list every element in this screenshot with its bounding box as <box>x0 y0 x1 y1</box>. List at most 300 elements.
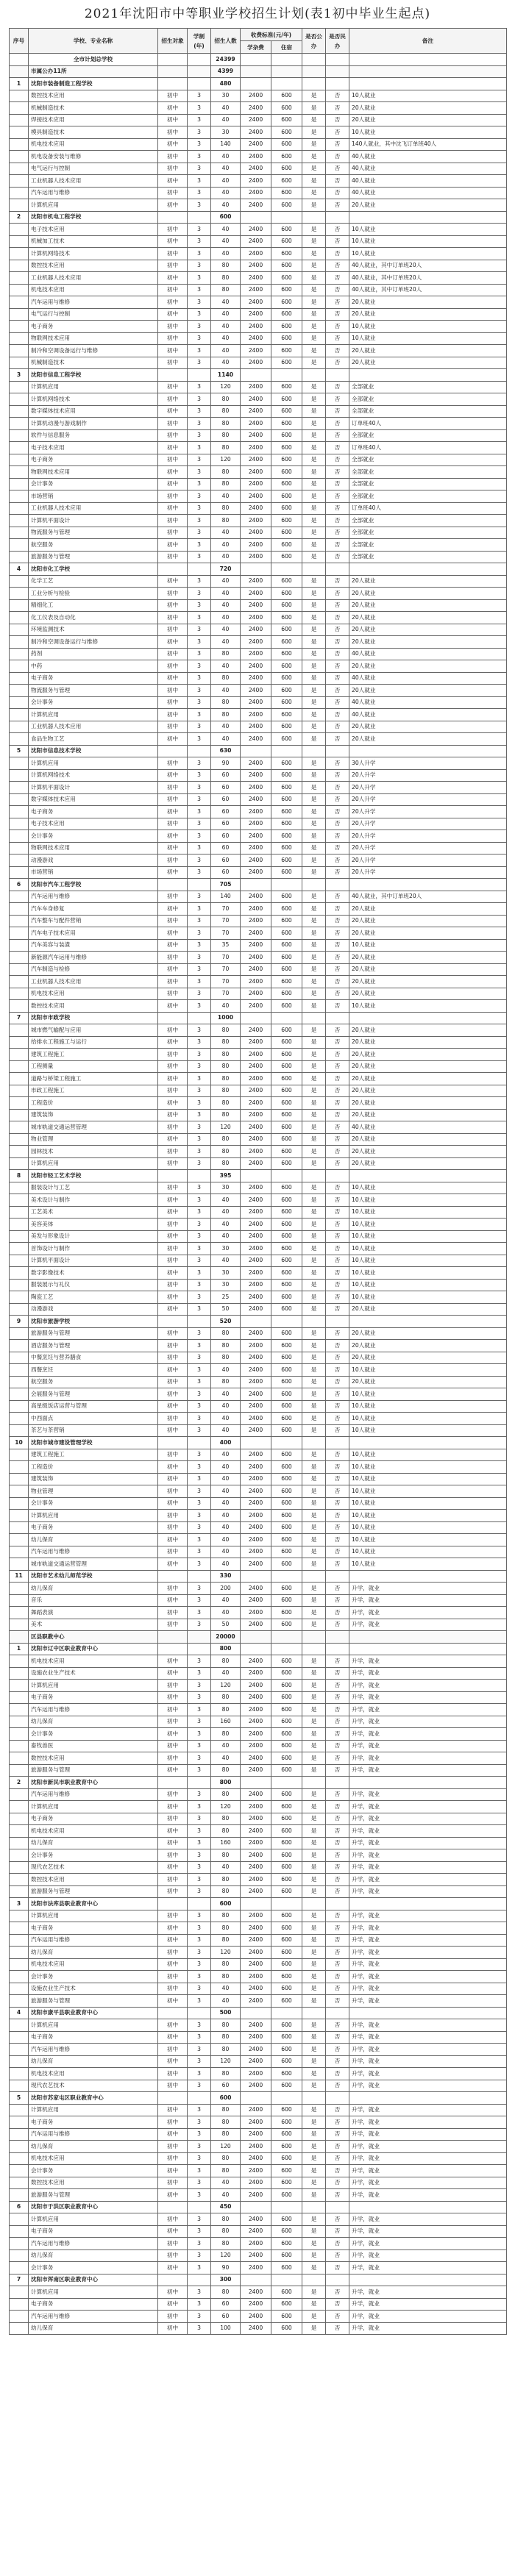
cell-private: 否 <box>326 842 349 854</box>
cell-public: 是 <box>302 1157 326 1170</box>
cell-public: 是 <box>302 599 326 612</box>
cell-lodging: 600 <box>271 332 302 345</box>
cell-no <box>10 151 29 163</box>
table-row <box>10 2104 507 2116</box>
cell-remark: 升学，就业 <box>349 2044 507 2056</box>
cell-no <box>10 102 29 115</box>
cell-private: 否 <box>326 2104 349 2116</box>
cell-name: 环境监测技术 <box>29 624 158 636</box>
table-row <box>10 418 507 430</box>
cell-years: 3 <box>188 2213 211 2226</box>
cell-private: 否 <box>326 1243 349 1255</box>
cell-tuition: 2400 <box>241 345 271 357</box>
cell-years: 3 <box>188 2116 211 2129</box>
cell-level: 初中 <box>158 1510 188 1522</box>
cell-plan: 70 <box>211 915 241 927</box>
cell-lodging: 600 <box>271 2322 302 2335</box>
cell-tuition: 2400 <box>241 1121 271 1134</box>
cell-no <box>10 1521 29 1534</box>
cell-public: 是 <box>302 1983 326 1995</box>
table-row <box>10 2225 507 2238</box>
cell-public: 是 <box>302 757 326 770</box>
cell-plan: 1000 <box>211 1012 241 1024</box>
cell-plan: 1140 <box>211 369 241 382</box>
cell-plan: 450 <box>211 2201 241 2213</box>
cell-remark: 10人就业 <box>349 1473 507 1485</box>
cell-plan: 40 <box>211 199 241 212</box>
header-years: 学制(年) <box>188 29 211 54</box>
table-row <box>10 1000 507 1013</box>
cell-level: 初中 <box>158 1182 188 1194</box>
cell-name: 药剂 <box>29 648 158 660</box>
cell-plan: 30 <box>211 90 241 102</box>
cell-name: 数字媒体技术应用 <box>29 793 158 806</box>
cell-plan: 120 <box>211 2249 241 2262</box>
cell-plan: 80 <box>211 515 241 527</box>
cell-plan: 30 <box>211 1279 241 1291</box>
cell-public: 是 <box>302 1424 326 1437</box>
cell-lodging: 600 <box>271 1497 302 1510</box>
cell-plan: 50 <box>211 1619 241 1631</box>
school-row <box>10 1643 507 1655</box>
cell-tuition: 2400 <box>241 2249 271 2262</box>
cell-public: 是 <box>302 721 326 733</box>
cell-name: 汽车运用与维修 <box>29 891 158 903</box>
cell-lodging: 600 <box>271 1413 302 1425</box>
table-row <box>10 1947 507 1959</box>
cell-plan: 80 <box>211 1352 241 1364</box>
cell-no <box>10 260 29 272</box>
cell-remark: 升学，就业 <box>349 2128 507 2141</box>
cell-lodging: 600 <box>271 1534 302 1546</box>
school-row <box>10 2007 507 2019</box>
cell-years: 3 <box>188 1000 211 1013</box>
cell-name: 沈阳市机电工程学校 <box>29 211 158 224</box>
cell-years: 3 <box>188 345 211 357</box>
cell-years: 3 <box>188 1764 211 1777</box>
cell-years: 3 <box>188 1752 211 1765</box>
cell-level: 初中 <box>158 2213 188 2226</box>
table-row <box>10 1667 507 1680</box>
cell-private: 否 <box>326 1680 349 1692</box>
cell-tuition: 2400 <box>241 151 271 163</box>
cell-private: 否 <box>326 588 349 600</box>
table-row <box>10 502 507 515</box>
cell-years: 3 <box>188 1424 211 1437</box>
cell-name: 幼儿保育 <box>29 1534 158 1546</box>
cell-remark: 20人就业 <box>349 1097 507 1110</box>
cell-remark: 20人升学 <box>349 818 507 830</box>
cell-tuition: 2400 <box>241 927 271 940</box>
cell-years <box>188 2007 211 2019</box>
cell-years: 3 <box>188 1691 211 1704</box>
cell-plan: 40 <box>211 1424 241 1437</box>
cell-level: 初中 <box>158 830 188 843</box>
cell-private: 否 <box>326 1157 349 1170</box>
cell-public: 是 <box>302 1473 326 1485</box>
cell-no: 4 <box>10 563 29 576</box>
cell-no <box>10 2031 29 2044</box>
cell-years: 3 <box>188 1910 211 1922</box>
cell-years <box>188 1170 211 1182</box>
cell-private <box>326 369 349 382</box>
cell-remark: 全部就业 <box>349 490 507 503</box>
table-row <box>10 685 507 697</box>
cell-no <box>10 1255 29 1267</box>
cell-private: 否 <box>326 818 349 830</box>
cell-no <box>10 1534 29 1546</box>
cell-plan: 40 <box>211 1485 241 1498</box>
cell-name: 沈阳市辽中区职业教育中心 <box>29 1643 158 1655</box>
cell-years: 3 <box>188 866 211 879</box>
cell-plan: 40 <box>211 1364 241 1377</box>
cell-name: 市场营销 <box>29 490 158 503</box>
cell-name: 建筑工程施工 <box>29 1049 158 1061</box>
cell-public: 是 <box>302 502 326 515</box>
cell-public: 是 <box>302 1060 326 1073</box>
cell-remark: 升学，就业 <box>349 2104 507 2116</box>
cell-plan: 80 <box>211 1910 241 1922</box>
cell-public: 是 <box>302 418 326 430</box>
cell-tuition: 2400 <box>241 939 271 952</box>
cell-tuition: 2400 <box>241 2238 271 2250</box>
cell-tuition <box>241 1012 271 1024</box>
cell-no: 10 <box>10 1437 29 1449</box>
cell-years: 3 <box>188 709 211 721</box>
cell-no: 6 <box>10 879 29 891</box>
cell-public <box>302 1643 326 1655</box>
header-school-major: 学校、专业名称 <box>29 29 158 54</box>
cell-tuition <box>241 369 271 382</box>
cell-lodging <box>271 1631 302 1644</box>
table-row <box>10 1291 507 1304</box>
cell-remark: 10人就业 <box>349 1364 507 1377</box>
table-row <box>10 939 507 952</box>
cell-remark: 20人就业 <box>349 1340 507 1352</box>
cell-lodging: 600 <box>271 405 302 418</box>
cell-level <box>158 1570 188 1583</box>
cell-public: 是 <box>302 90 326 102</box>
cell-private: 否 <box>326 1764 349 1777</box>
cell-lodging: 600 <box>271 429 302 442</box>
school-row <box>10 745 507 757</box>
cell-public: 是 <box>302 1146 326 1158</box>
cell-tuition: 2400 <box>241 2225 271 2238</box>
cell-plan: 40 <box>211 224 241 236</box>
cell-private: 否 <box>326 454 349 466</box>
cell-remark: 升学，就业 <box>349 2189 507 2202</box>
cell-plan: 40 <box>211 1000 241 1013</box>
cell-years: 3 <box>188 806 211 818</box>
cell-no <box>10 806 29 818</box>
cell-tuition: 2400 <box>241 1607 271 1619</box>
cell-level: 初中 <box>158 1303 188 1316</box>
cell-remark: 40人就业，其中订单班20人 <box>349 260 507 272</box>
cell-private: 否 <box>326 502 349 515</box>
cell-remark: 20人就业 <box>349 575 507 588</box>
cell-years: 3 <box>188 1461 211 1474</box>
cell-level <box>158 1898 188 1910</box>
cell-tuition: 2400 <box>241 2152 271 2165</box>
cell-no <box>10 478 29 490</box>
cell-public: 是 <box>302 199 326 212</box>
cell-name: 化学工艺 <box>29 575 158 588</box>
cell-lodging: 600 <box>271 138 302 151</box>
cell-years: 3 <box>188 1594 211 1607</box>
cell-lodging: 600 <box>271 1219 302 1231</box>
cell-level: 初中 <box>158 903 188 916</box>
cell-no <box>10 2128 29 2141</box>
school-row <box>10 211 507 224</box>
cell-level: 初中 <box>158 599 188 612</box>
cell-years: 3 <box>188 1024 211 1037</box>
cell-plan: 80 <box>211 1934 241 1947</box>
cell-public: 是 <box>302 102 326 115</box>
cell-public: 是 <box>302 2104 326 2116</box>
cell-tuition: 2400 <box>241 2055 271 2068</box>
table-row <box>10 1825 507 1838</box>
cell-plan: 80 <box>211 466 241 479</box>
cell-private: 否 <box>326 2238 349 2250</box>
cell-level: 初中 <box>158 1376 188 1388</box>
cell-lodging: 600 <box>271 1364 302 1377</box>
cell-name: 汽车运用与维修 <box>29 2238 158 2250</box>
cell-no: 9 <box>10 1316 29 1328</box>
cell-private <box>326 211 349 224</box>
cell-public: 是 <box>302 1400 326 1413</box>
table-row <box>10 1049 507 1061</box>
cell-lodging: 600 <box>271 854 302 867</box>
cell-lodging: 600 <box>271 818 302 830</box>
cell-remark: 20人就业 <box>349 1352 507 1364</box>
cell-public <box>302 745 326 757</box>
cell-no <box>10 721 29 733</box>
table-row <box>10 1109 507 1121</box>
cell-lodging: 600 <box>271 1485 302 1498</box>
cell-plan: 80 <box>211 272 241 285</box>
cell-lodging: 600 <box>271 915 302 927</box>
cell-name: 会计事务 <box>29 1849 158 1862</box>
cell-name: 计算机应用 <box>29 1801 158 1813</box>
cell-public: 是 <box>302 1655 326 1668</box>
cell-years: 3 <box>188 2249 211 2262</box>
cell-plan: 40 <box>211 345 241 357</box>
cell-private: 否 <box>326 976 349 988</box>
cell-name: 汽车运用与维修 <box>29 1546 158 1558</box>
cell-remark: 10人就业 <box>349 224 507 236</box>
cell-lodging: 600 <box>271 2019 302 2032</box>
table-row <box>10 1801 507 1813</box>
cell-years: 3 <box>188 260 211 272</box>
cell-remark: 20人就业 <box>349 915 507 927</box>
cell-remark: 10人就业 <box>349 939 507 952</box>
cell-level: 初中 <box>158 1473 188 1485</box>
cell-years: 3 <box>188 1352 211 1364</box>
cell-level <box>158 78 188 90</box>
cell-no <box>10 502 29 515</box>
cell-lodging: 600 <box>271 551 302 563</box>
cell-public: 是 <box>302 138 326 151</box>
cell-public <box>302 1777 326 1789</box>
cell-name: 现代农艺技术 <box>29 2080 158 2092</box>
cell-level: 初中 <box>158 1947 188 1959</box>
cell-remark: 20人升学 <box>349 769 507 782</box>
cell-no <box>10 1680 29 1692</box>
cell-name: 中餐烹饪与营养膳食 <box>29 1352 158 1364</box>
cell-name: 幼儿保育 <box>29 1583 158 1595</box>
cell-level: 初中 <box>158 1060 188 1073</box>
cell-years <box>188 1012 211 1024</box>
cell-tuition: 2400 <box>241 1934 271 1947</box>
table-row <box>10 321 507 333</box>
cell-plan: 80 <box>211 1958 241 1971</box>
cell-level: 初中 <box>158 1958 188 1971</box>
cell-private: 否 <box>326 1497 349 1510</box>
cell-remark <box>349 1170 507 1182</box>
cell-plan: 40 <box>211 187 241 199</box>
cell-plan: 4399 <box>211 65 241 78</box>
cell-public <box>302 1898 326 1910</box>
cell-remark: 升学，就业 <box>349 2141 507 2153</box>
cell-no <box>10 1764 29 1777</box>
cell-lodging: 600 <box>271 1267 302 1280</box>
cell-years: 3 <box>188 527 211 539</box>
header-remark: 备注 <box>349 29 507 54</box>
cell-lodging <box>271 369 302 382</box>
cell-level <box>158 563 188 576</box>
cell-level: 初中 <box>158 1885 188 1898</box>
cell-plan: 40 <box>211 527 241 539</box>
cell-private <box>326 1898 349 1910</box>
cell-no <box>10 685 29 697</box>
cell-plan: 80 <box>211 1085 241 1097</box>
cell-level: 初中 <box>158 454 188 466</box>
cell-years: 3 <box>188 381 211 393</box>
cell-years <box>188 65 211 78</box>
cell-public: 是 <box>302 539 326 552</box>
cell-name: 沈阳市装备制造工程学校 <box>29 78 158 90</box>
cell-plan: 40 <box>211 1558 241 1571</box>
cell-tuition: 2400 <box>241 769 271 782</box>
cell-lodging <box>271 1898 302 1910</box>
cell-remark: 升学，就业 <box>349 1885 507 1898</box>
cell-public: 是 <box>302 2116 326 2129</box>
cell-name: 汽车运用与维修 <box>29 2311 158 2323</box>
cell-private: 否 <box>326 599 349 612</box>
cell-years: 3 <box>188 782 211 794</box>
cell-lodging: 600 <box>271 260 302 272</box>
table-row <box>10 1558 507 1571</box>
cell-private: 否 <box>326 357 349 369</box>
table-row <box>10 721 507 733</box>
cell-remark: 升学，就业 <box>349 1837 507 1849</box>
table-row <box>10 1740 507 1752</box>
cell-remark: 20人就业 <box>349 1060 507 1073</box>
cell-remark: 10人就业 <box>349 1230 507 1243</box>
cell-no <box>10 782 29 794</box>
cell-public: 是 <box>302 1000 326 1013</box>
cell-name: 区县职教中心 <box>29 1631 158 1644</box>
cell-tuition: 2400 <box>241 1995 271 2008</box>
cell-private <box>326 2007 349 2019</box>
cell-plan: 80 <box>211 1133 241 1146</box>
cell-tuition: 2400 <box>241 854 271 867</box>
cell-private <box>326 1631 349 1644</box>
cell-years: 3 <box>188 612 211 624</box>
cell-private: 否 <box>326 1073 349 1085</box>
cell-no <box>10 1109 29 1121</box>
cell-name: 电子商务 <box>29 1691 158 1704</box>
cell-public: 是 <box>302 248 326 260</box>
cell-no <box>10 624 29 636</box>
cell-name: 幼儿保育 <box>29 1837 158 1849</box>
table-row <box>10 1485 507 1498</box>
table-row <box>10 1728 507 1741</box>
cell-lodging <box>271 1643 302 1655</box>
cell-plan: 600 <box>211 211 241 224</box>
cell-plan: 40 <box>211 721 241 733</box>
cell-years: 3 <box>188 163 211 175</box>
cell-level: 初中 <box>158 1461 188 1474</box>
cell-public: 是 <box>302 1121 326 1134</box>
cell-no <box>10 963 29 976</box>
cell-years <box>188 369 211 382</box>
cell-name: 机电技术应用 <box>29 1825 158 1838</box>
cell-years: 3 <box>188 1206 211 1219</box>
cell-public: 是 <box>302 854 326 867</box>
cell-tuition: 2400 <box>241 272 271 285</box>
cell-years: 3 <box>188 2165 211 2177</box>
cell-name: 沈阳市城市建设管理学校 <box>29 1437 158 1449</box>
cell-no <box>10 660 29 673</box>
cell-remark: 40人就业 <box>349 696 507 709</box>
cell-no <box>10 296 29 309</box>
cell-lodging: 600 <box>271 1910 302 1922</box>
cell-remark: 20人就业 <box>349 976 507 988</box>
cell-level: 初中 <box>158 1024 188 1037</box>
table-row <box>10 660 507 673</box>
cell-plan: 40 <box>211 321 241 333</box>
cell-level: 初中 <box>158 1413 188 1425</box>
cell-public: 是 <box>302 2019 326 2032</box>
table-row <box>10 126 507 139</box>
cell-remark: 升学，就业 <box>349 1740 507 1752</box>
cell-lodging: 600 <box>271 1716 302 1728</box>
cell-tuition: 2400 <box>241 102 271 115</box>
cell-name: 数控技术应用 <box>29 260 158 272</box>
cell-private: 否 <box>326 224 349 236</box>
cell-level: 初中 <box>158 442 188 454</box>
cell-name: 机电技术应用 <box>29 1655 158 1668</box>
cell-level: 初中 <box>158 1497 188 1510</box>
cell-plan: 40 <box>211 624 241 636</box>
cell-no <box>10 915 29 927</box>
cell-lodging: 600 <box>271 939 302 952</box>
cell-name: 会计事务 <box>29 830 158 843</box>
cell-name: 旅游服务与管理 <box>29 551 158 563</box>
cell-tuition: 2400 <box>241 442 271 454</box>
cell-remark: 20人就业 <box>349 296 507 309</box>
cell-plan: 30 <box>211 1267 241 1280</box>
cell-name: 建筑工程施工 <box>29 1449 158 1461</box>
cell-name: 汽车运用与维修 <box>29 2128 158 2141</box>
cell-plan: 80 <box>211 260 241 272</box>
cell-remark: 升学，就业 <box>349 2116 507 2129</box>
cell-level: 初中 <box>158 2055 188 2068</box>
cell-lodging: 600 <box>271 1971 302 1983</box>
cell-name: 现代农艺技术 <box>29 1861 158 1874</box>
cell-name: 机电技术应用 <box>29 2152 158 2165</box>
